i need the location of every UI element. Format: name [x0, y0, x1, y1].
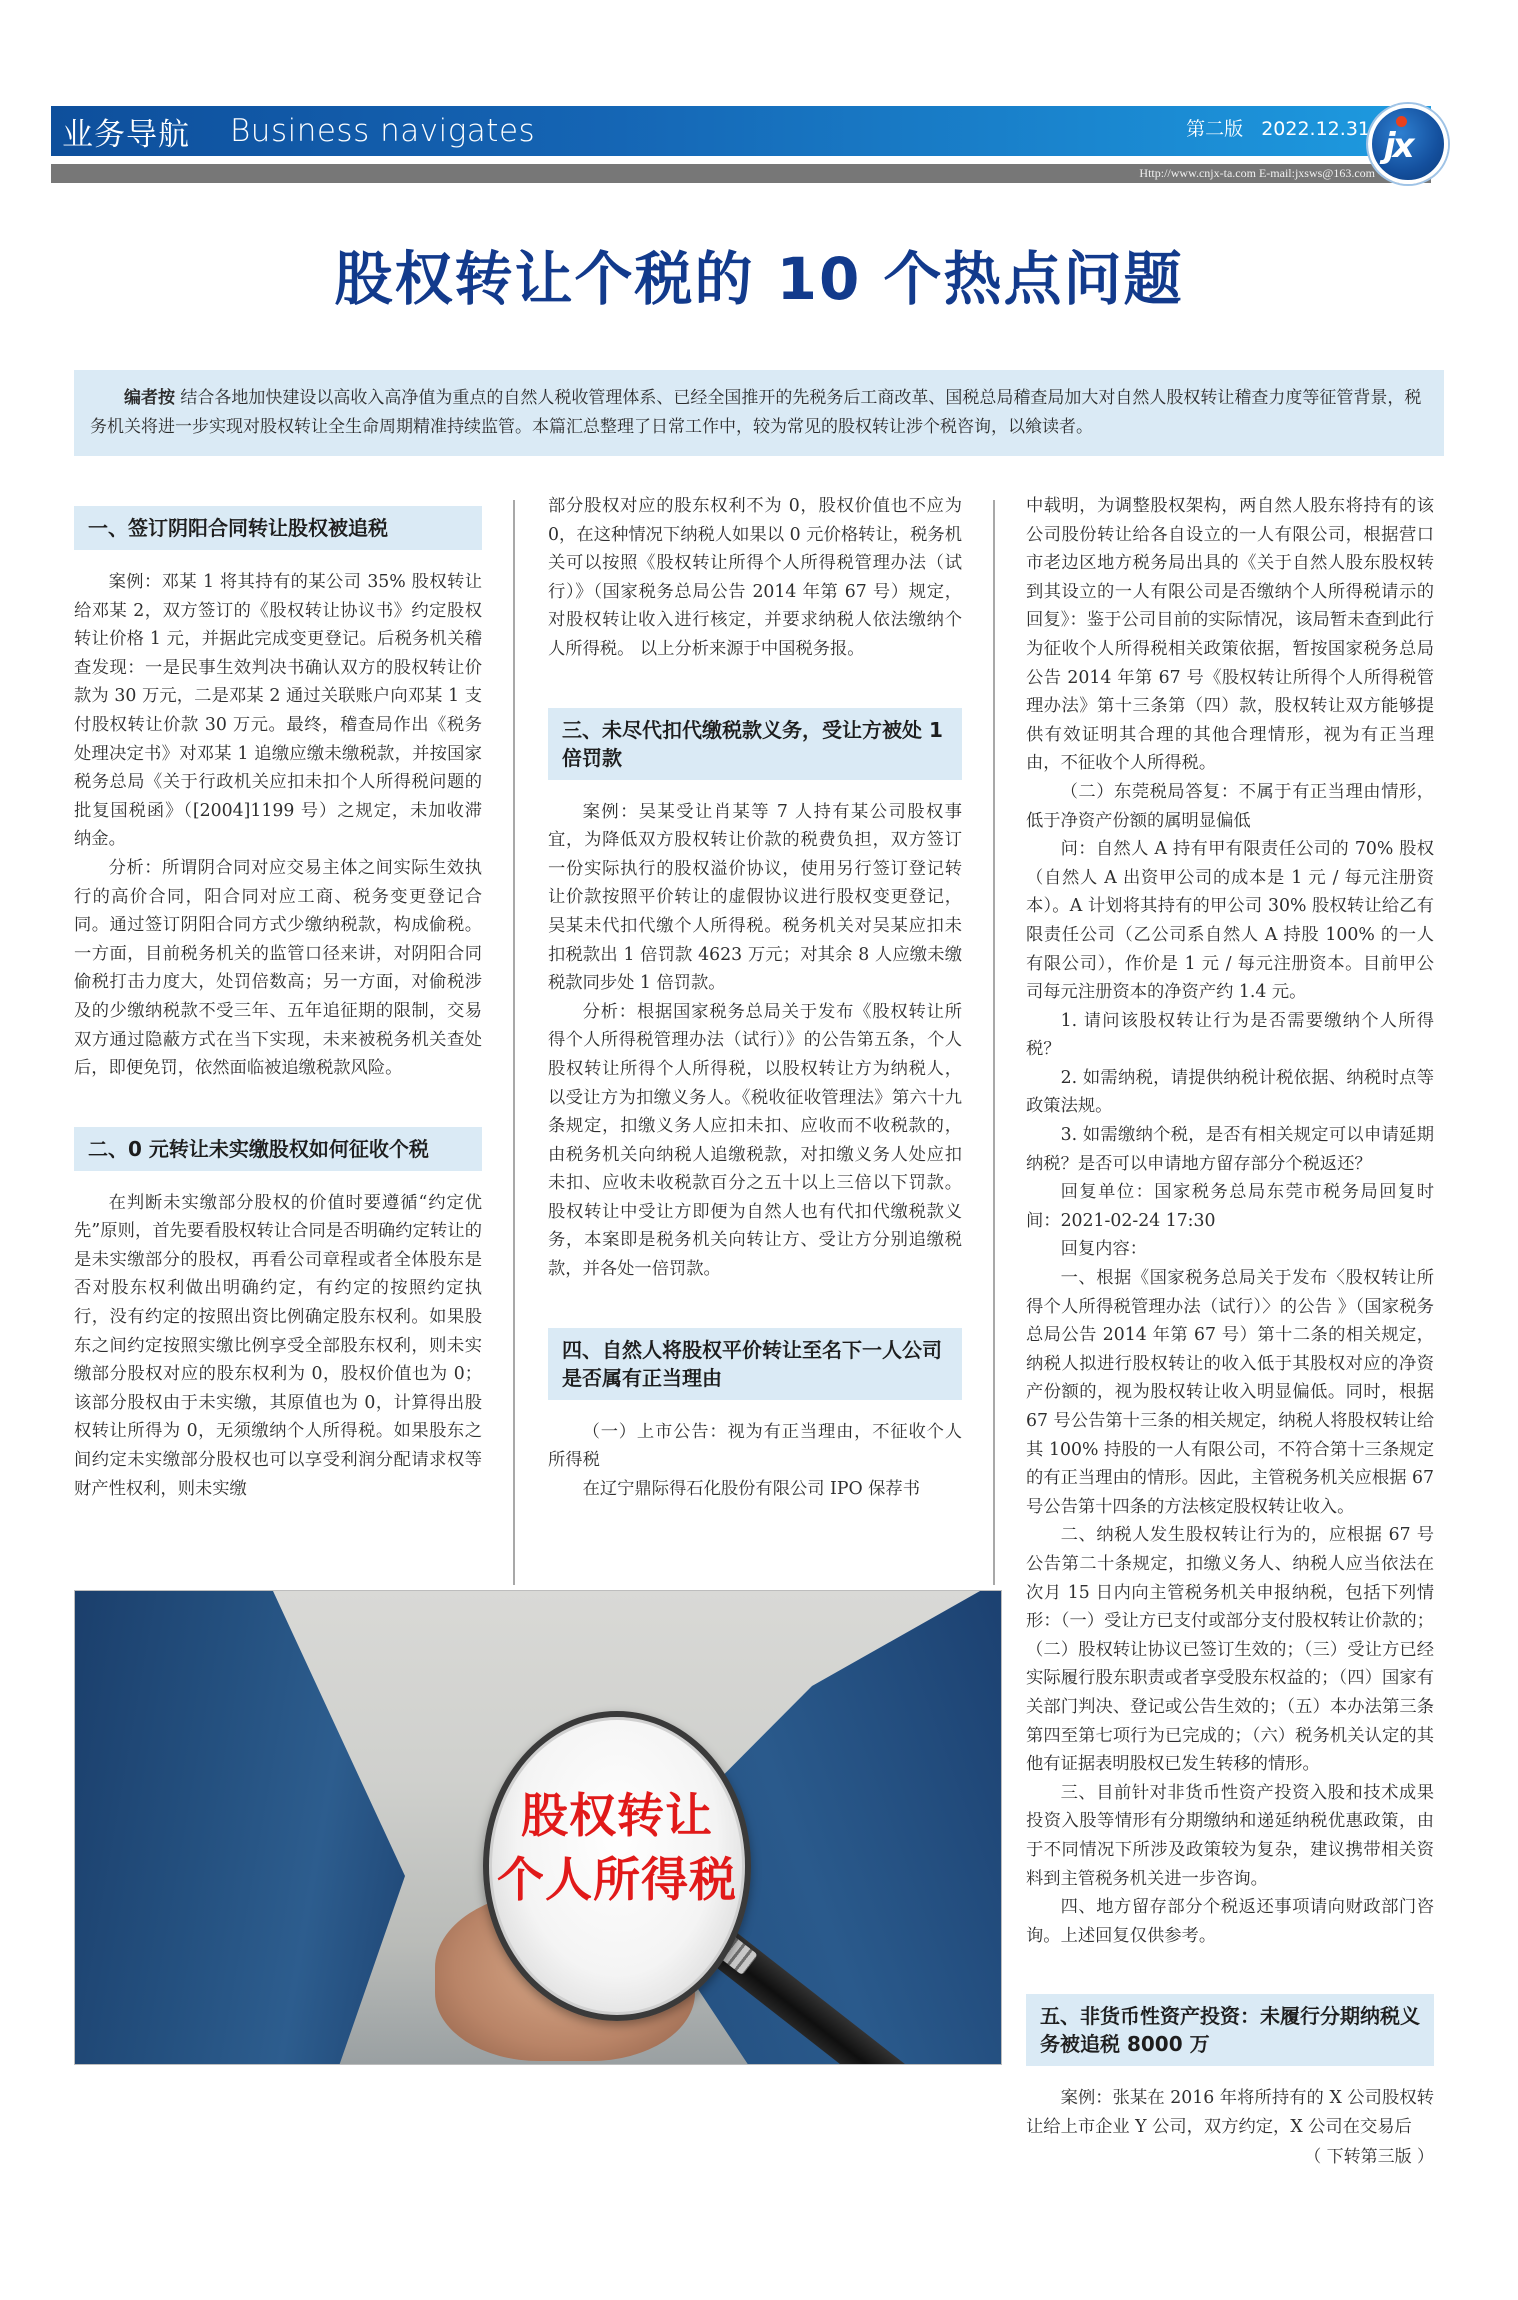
edition-date: 2022.12.31 — [1261, 118, 1370, 140]
paragraph: 二、纳税人发生股权转让行为的，应根据 67 号公告第二十条规定，扣缴义务人、纳税人应当依法在次月 15 日内向主管税务机关申报纳税，包括下列情形：（一）受让方已支付或部分支付股权转让价款的；（二）股权转让协议已签订生效的；（三）受让方已经实际履行股东职责或者享受股东权益的；（四）国家有关部门判决、登记或公告生效的；（五）本办法第三条第四至第七项行为已完成的；（六）税务机关认定的其他有证据表明股权已发生转移的情形。 — [1026, 1525, 1434, 1775]
caption-line-1: 股权转让 — [521, 1789, 713, 1844]
paragraph: 案例：张某在 2016 年将所持有的 X 公司股权转让给上市企业 Y 公司，双方约定，X 公司在交易后 — [1026, 2088, 1434, 2137]
jx-logo-icon — [1368, 104, 1448, 184]
paragraph: 回复单位：国家税务总局东莞市税务局回复时间：2021-02-24 17:30 — [1026, 1182, 1434, 1231]
illustration-caption — [489, 1785, 745, 1913]
paragraph: （一）上市公告：视为有正当理由，不征收个人所得税 — [548, 1421, 962, 1471]
section-heading-1: 一、签订阴阳合同转让股权被追税 — [74, 506, 482, 550]
editor-note-text: 结合各地加快建设以高收入高净值为重点的自然人税收管理体系、已经全国推开的先税务后工商改革、国税总局稽查局加大对自然人股权转让稽查力度等征管背景，税务机关将进一步实现对股权转让全生命周期精准持续监管。本篇汇总整理了日常工作中，较为常见的股权转让涉个税咨询，以飨读者。 — [90, 388, 1422, 437]
paragraph: 分析：所谓阴合同对应交易主体之间实际生效执行的高价合同，阳合同对应工商、税务变更登记合同。通过签订阴阳合同方式少缴纳税款，构成偷税。一方面，目前税务机关的监管口径来讲，对阴阳合同偷税打击力度大，处罚倍数高；另一方面，对偷税涉及的少缴纳税款不受三年、五年追征期的限制，交易双方通过隐蔽方式在当下实现，未来被税务机关查处后，即便免罚，依然面临被追缴税款风险。 — [74, 857, 482, 1079]
column-2 — [548, 492, 962, 1503]
column-3 — [1026, 492, 1434, 2172]
paragraph: （二）东莞税局答复：不属于有正当理由情形，低于净资产份额的属明显偏低 — [1026, 781, 1434, 831]
paragraph: 2. 如需纳税，请提供纳税计税依据、纳税时点等政策法规。 — [1026, 1067, 1434, 1117]
section-heading-2: 二、0 元转让未实缴股权如何征收个税 — [74, 1127, 482, 1171]
paragraph: 案例：邓某 1 将其持有的某公司 35% 股权转让给邓某 2，双方签订的《股权转让协议书》约定股权转让价格 1 元，并据此完成变更登记。后税务机关稽查发现：一是民事生效判决书确认双方的股权转让价款为 30 万元，二是邓某 2 通过关联账户向邓某 1 支付股权转让价款 30 万元。最终，稽查局作出《税务处理决定书》对邓某 1 追缴应缴未缴税款，并按国家税务总局《关于行政机关应扣未扣个人所得税问题的批复国税函》（[2004]1199 号）之规定，未加收滞纳金。 — [74, 572, 482, 850]
column-1 — [74, 496, 482, 1503]
section-heading-4: 四、自然人将股权平价转让至名下一人公司是否属有正当理由 — [548, 1328, 962, 1400]
column-divider — [513, 500, 515, 1585]
suit-sleeve-left — [75, 1591, 405, 2065]
section-name-zh: 业务导航 — [62, 116, 190, 153]
column-divider — [993, 500, 995, 1585]
spacer — [548, 1284, 962, 1318]
logo-letters: jx — [1384, 126, 1412, 166]
paragraph: 3. 如需缴纳个税，是否有相关规定可以申请延期纳税？是否可以申请地方留存部分个税返还？ — [1026, 1125, 1434, 1174]
section-name-en: Business navigates — [230, 113, 536, 149]
editor-note — [74, 370, 1444, 456]
editor-note-label: 编者按 — [124, 388, 175, 408]
article-title: 股权转让个税的 10 个热点问题 — [334, 245, 1184, 313]
paragraph: 中载明，为调整股权架构，两自然人股东将持有的该公司股份转让给各自设立的一人有限公司，根据营口市老边区地方税务局出具的《关于自然人股东股权转到其设立的一人有限公司是否缴纳个人所得税请示的回复》：鉴于公司目前的实际情况，该局暂未查到此行为征收个人所得税相关政策依据，暂按国家税务总局公告 2014 年第 67 号《股权转让所得个人所得税管理办法》第十三条第（四）款，股权转让双方能够提供有效证明其合理的其他合理情形，视为有正当理由，不征收个人所得税。 — [1026, 496, 1434, 774]
section-heading-3: 三、未尽代扣代缴税款义务，受让方被处 1 倍罚款 — [548, 708, 962, 780]
spacer — [1026, 1950, 1434, 1984]
paragraph: 在辽宁鼎际得石化股份有限公司 IPO 保荐书 — [582, 1478, 920, 1499]
illustration-handshake-magnifier — [74, 1590, 1002, 2065]
paragraph: 一、根据《国家税务总局关于发布〈股权转让所得个人所得税管理办法（试行）〉的公告 》（国家税务总局公告 2014 年第 67 号）第十二条的相关规定，纳税人拟进行股权转让的收入低于其股权对应的净资产份额的，视为股权转让收入明显偏低。同时，根据 67 号公告第十三条的相关规定，纳税人将股权转让给其 100% 持股的一人有限公司，不符合第十三条规定的有正当理由的情形。因此，主管税务机关应根据 67 号公告第十四条的方法核定股权转让收入。 — [1026, 1268, 1434, 1517]
masthead-contact: Http://www.cnjx-ta.com E-mail:jxsws@163.com — [1139, 166, 1375, 180]
caption-line-2: 个人所得税 — [497, 1853, 737, 1908]
paragraph: 1. 请问该股权转让行为是否需要缴纳个人所得税？ — [1026, 1010, 1434, 1060]
masthead-section — [62, 108, 535, 154]
paragraph: 案例：吴某受让肖某等 7 人持有某公司股权事宜，为降低双方股权转让价款的税费负担，双方签订一份实际执行的股权溢价协议，使用另行签订登记转让价款按照平价转让的虚假协议进行股权变更登记，吴某未代扣代缴个人所得税。税务机关对吴某应扣未扣税款出 1 倍罚款 4623 万元；对其余 8 人应缴未缴税款同步处 1 倍罚款。 — [548, 801, 962, 994]
spacer — [548, 664, 962, 698]
paragraph: 分析：根据国家税务总局关于发布《股权转让所得个人所得税管理办法（试行）》的公告第五条，个人股权转让所得个人所得税，以股权转让方为纳税人，以受让方为扣缴义务人。《税收征收管理法》第六十九条规定，扣缴义务人应扣未扣、应收而不收税款的，由税务机关向纳税人追缴税款，对扣缴义务人处应扣未扣、应收未收税款百分之五十以上三倍以下罚款。股权转让中受让方即便为自然人也有代扣代缴税款义务，本案即是税务机关向转让方、受让方分别追缴税款，并各处一倍罚款。 — [548, 1001, 962, 1280]
paragraph: 部分股权对应的股东权利不为 0，股权价值也不应为 0，在这种情况下纳税人如果以 0 元价格转让，税务机关可以按照《股权转让所得个人所得税管理办法（试行）》（国家税务总局公告 2014 年第 67 号）规定，对股权转让收入进行核定，并要求纳税人依法缴纳个人所得税。 以上分析来源于中国税务报。 — [548, 496, 962, 659]
masthead-edition — [1186, 114, 1370, 141]
paragraph: 回复内容： — [1060, 1239, 1148, 1260]
spacer — [74, 1083, 482, 1117]
paragraph: 问：自然人 A 持有甲有限责任公司的 70% 股权（自然人 A 出资甲公司的成本是 1 元 / 每元注册资本）。A 计划将其持有的甲公司 30% 股权转让给乙有限责任公司（乙公司系自然人 A 持股 100% 的一人有限公司），作价是 1 元 / 每元注册资本。目前甲公司每元注册资本的净资产约 1.4 元。 — [1026, 839, 1434, 1003]
magnifying-glass-icon — [483, 1711, 751, 2021]
paragraph: 四、地方留存部分个税返还事项请向财政部门咨询。上述回复仅供参考。 — [1026, 1897, 1434, 1946]
edition-label: 第二版 — [1186, 118, 1244, 140]
section-heading-5: 五、非货币性资产投资：未履行分期纳税义务被追税 8000 万 — [1026, 1994, 1434, 2066]
paragraph: 在判断未实缴部分股权的价值时要遵循“约定优先”原则，首先要看股权转让合同是否明确约定转让的是未实缴部分的股权，再看公司章程或者全体股东是否对股东权利做出明确约定，有约定的按照约定执行，没有约定的按照出资比例确定股东权利。如果股东之间约定按照实缴比例享受全部股东权利，则未实缴部分股权对应的股东权利为 0，股权价值也为 0；该部分股权由于未实缴，其原值也为 0，计算得出股权转让所得为 0，无须缴纳个人所得税。如果股东之间约定未实缴部分股权也可以享受利润分配请求权等财产性权利，则未实缴 — [74, 1192, 482, 1499]
paragraph: 三、目前针对非货币性资产投资入股和技术成果投资入股等情形有分期缴纳和递延纳税优惠政策，由于不同情况下所涉及政策较为复杂，建议携带相关资料到主管税务机关进一步咨询。 — [1026, 1782, 1434, 1889]
continued-notice: （ 下转第三版 ） — [1304, 2147, 1434, 2168]
